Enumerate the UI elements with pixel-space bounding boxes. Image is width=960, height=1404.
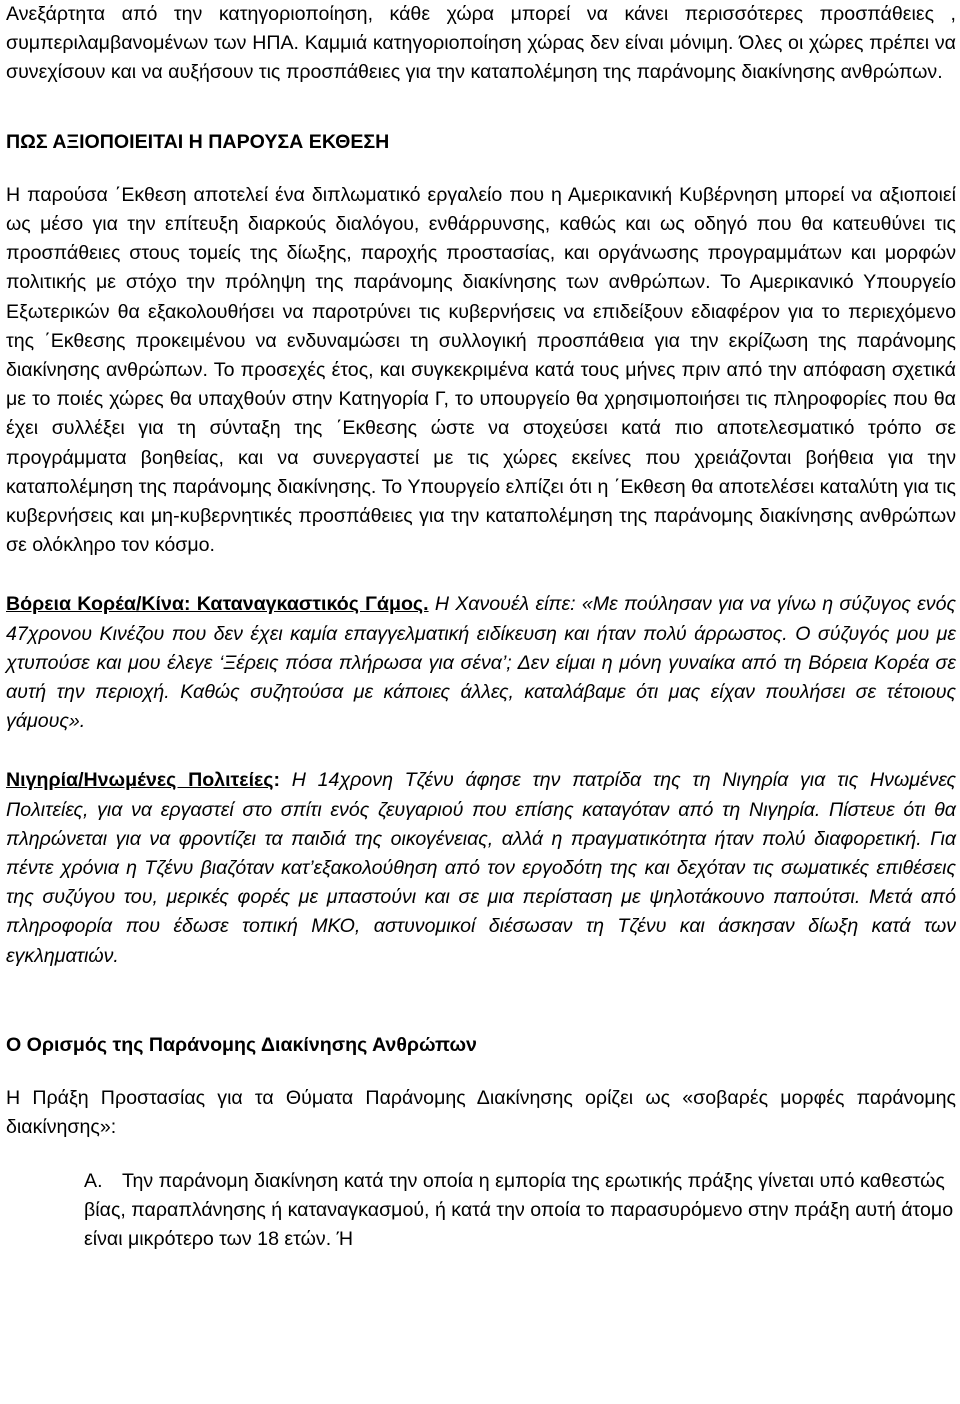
- case-nigeria-usa: [6, 766, 956, 970]
- case-north-korea-china: [6, 590, 956, 736]
- case-text-north-korea-china: Η Χανουέλ είπε: «Με πούλησαν για να γίνω η σύζυγος ενός 47χρονου Κινέζου που δεν έχει καμία επαγγελματική ειδίκευση και ήταν πολύ άρρωστος. Ο σύζυγός μου με χτυπούσε και μου έλεγε ‘Ξέρεις πόσα πλήρωσα για σένα’; Δεν είμαι η μόνη γυναίκα από τη Βόρεια Κορέα σε αυτή την περιοχή. Καθώς συζητούσα με κάποιες άλλες, καταλάβαμε ότι μας είχαν πουλήσει σε τέτοιους γάμους».: [6, 593, 956, 733]
- list-item-text: Την παράνομη διακίνηση κατά την οποία η εμπορία της ερωτικής πράξης γίνεται υπό καθεστώς βίας, παραπλάνησης ή καταναγκασμού, ή κατά την οποία το παρασυρόμενο στην πράξη αυτή άτομο είναι μικρότερο των 18 ετών. Ή: [84, 1169, 954, 1250]
- case-title-nigeria-usa: Νιγηρία/Ηνωμένες Πολιτείες: [6, 769, 274, 792]
- definition-list-item: [6, 1167, 956, 1255]
- case-text-nigeria-usa: Η 14χρονη Τζένυ άφησε την πατρίδα της τη Νιγηρία για τις Ηνωμένες Πολιτείες, για να εργαστεί στο σπίτι ενός ζευγαριού που επίσης καταγόταν από τη Νιγηρία. Πίστευε ότι θα πληρώνεται για να φροντίζει τα παιδιά της οικογένειας, αλλά η πραγματικότητα ήταν πολύ διαφορετική. Για πέντε χρόνια η Τζένυ βιαζόταν κατ’εξακολούθηση από τον εργοδότη της και δεχόταν τις σωματικές επιθέσεις της συζύγου του, μερικές φορές με μπαστούνι και σε μια περίσταση με ψηλοτάκουνο παπούτσι. Μετά από πληροφορία που έδωσε τοπική ΜΚΟ, αστυνομικοί διέσωσαν τη Τζένυ και άσκησαν δίωξη κατά των εγκληματιών.: [6, 769, 956, 967]
- section-body-definition: Η Πράξη Προστασίας για τα Θύματα Παράνομης Διακίνησης ορίζει ως «σοβαρές μορφές παράνομης διακίνησης»:: [6, 1087, 956, 1139]
- case-title-separator: :: [273, 769, 281, 792]
- list-item-marker: A.: [84, 1169, 103, 1192]
- section-body-how-used: Η παρούσα ΄Εκθεση αποτελεί ένα διπλωματικό εργαλείο που η Αμερικανική Κυβέρνηση μπορεί να αξιοποιεί ως μέσο για την επίτευξη διαρκούς διαλόγου, ενθάρρυνσης, καθώς και ως οδηγό που θα κατευθύνει τις προσπάθειες στους τομείς της δίωξης, παροχής προστασίας, και οργάνωσης προγραμμάτων και μορφών πολιτικής με στόχο την πρόληψη της παράνομης διακίνησης των ανθρώπων. Το Αμερικανικό Υπουργείο Εξωτερικών θα εξακολουθήσει να παροτρύνει τις κυβερνήσεις να επιδείξουν εδιαφέρον για το περιεχόμενο της ΄Εκθεσης προκειμένου να ενδυναμώσει τη συλλογική προσπάθεια για την εκρίζωση της παράνομης διακίνησης ανθρώπων. Το προσεχές έτος, και συγκεκριμένα κατά τους μήνες πριν από την απόφαση σχετικά με το ποιές χώρες θα υπαχθούν στην Κατηγορία Γ, το υπουργείο θα χρησιμοποιήσει τις πληροφορίες που θα έχει συλλέξει για τη σύνταξη της ΄Εκθεσης ώστε να στοχεύσει κατά πιο αποτελεσματικό τρόπο σε προγράμματα βοηθείας, και να συνεργαστεί με τις χώρες εκείνες που χρειάζονται βοήθεια για την καταπολέμηση της παράνομης διακίνησης. Το Υπουργείο ελπίζει ότι η ΄Εκθεση θα αποτελέσει καταλύτη για τις κυβερνήσεις και μη-κυβερνητικές προσπάθειες για την καταπολέμηση της παράνομης διακίνησης ανθρώπων σε ολόκληρο τον κόσμο.: [6, 183, 956, 557]
- section-heading-definition: Ο Ορισμός της Παράνομης Διακίνησης Ανθρώπων: [6, 1033, 477, 1056]
- case-title-north-korea-china: Βόρεια Κορέα/Κίνα: Καταναγκαστικός Γάμος.: [6, 593, 429, 616]
- section-heading-how-used: ΠΩΣ ΑΞΙΟΠΟΙΕΙΤΑΙ Η ΠΑΡΟΥΣΑ ΕΚΘΕΣΗ: [6, 130, 390, 153]
- intro-paragraph: Ανεξάρτητα από την κατηγοριοποίηση, κάθε χώρα μπορεί να κάνει περισσότερες προσπάθειες , συμπεριλαμβανομένων των ΗΠΑ. Καμμιά κατηγοριοποίηση χώρας δεν είναι μόνιμη. Όλες οι χώρες πρέπει να συνεχίσουν και να αυξήσουν τις προσπάθειες για την καταπολέμηση της παράνομης διακίνησης ανθρώπων.: [6, 3, 956, 84]
- document-page: [6, 0, 956, 1254]
